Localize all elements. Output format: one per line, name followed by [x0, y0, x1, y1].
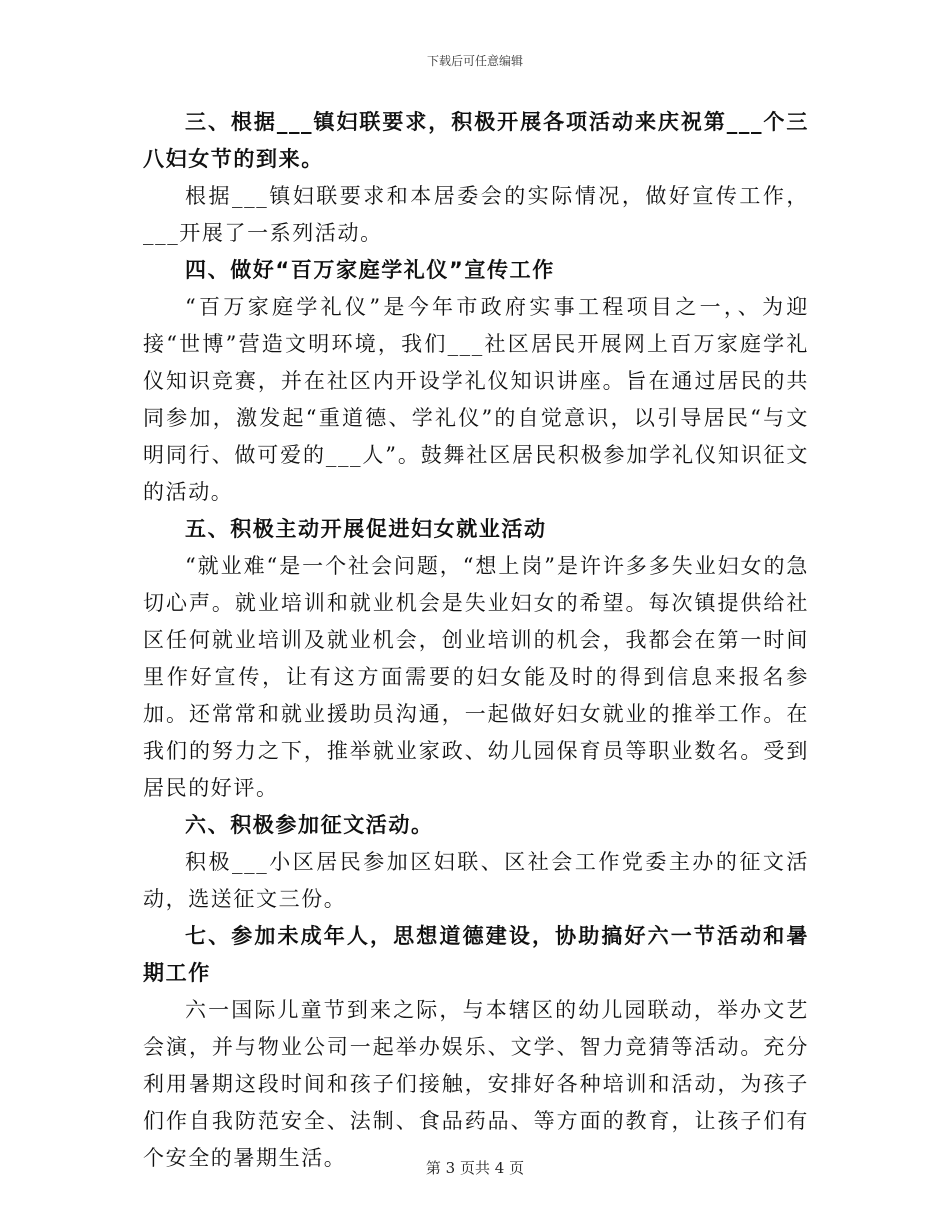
body-paragraph: 积极___小区居民参加区妇联、区社会工作党委主办的征文活动，选送征文三份。 [143, 850, 809, 911]
page-footer: 第 3 页共 4 页 [425, 1159, 525, 1177]
body-paragraph: “百万家庭学礼仪”是今年市政府实事工程项目之一，、为迎接“世博”营造文明环境，我们___社区居民开展网上百万家庭学礼仪知识竞赛，并在社区内开设学礼仪知识讲座。旨在通过居民的共同参加，激发起“重道德、学礼仪”的自觉意识，以引导居民“与文明同行、做可爱的___人”。鼓舞社区居民积极参加学礼仪知识征文的活动。 [143, 295, 809, 504]
body-paragraph: 六一国际儿童节到来之际，与本辖区的幼儿园联动，举办文艺会演，并与物业公司一起举办娱乐、文学、智力竞猜等活动。充分利用暑期这段时间和孩子们接触，安排好各种培训和活动，为孩子们作自我防范安全、法制、食品药品、等方面的教育，让孩子们有个安全的暑期生活。 [143, 998, 809, 1170]
section-heading-6: 六、积极参加征文活动。 [185, 813, 434, 837]
body-paragraph: 根据___镇妇联要求和本居委会的实际情况，做好宣传工作，___开展了一系列活动。 [143, 184, 809, 245]
page-header: 下载后可任意编辑 [426, 54, 523, 68]
section-heading-7: 七、参加未成年人，思想道德建设，协助搞好六一节活动和暑期工作 [143, 924, 809, 985]
section-heading-5: 五、积极主动开展促进妇女就业活动 [185, 517, 547, 541]
body-paragraph: “就业难“是一个社会问题，“想上岗”是许许多多失业妇女的急切心声。就业培训和就业机会是失业妇女的希望。每次镇提供给社区任何就业培训及就业机会，创业培训的机会，我都会在第一时间里作好宣传，让有这方面需要的妇女能及时的得到信息来报名参加。还常常和就业援助员沟通，一起做好妇女就业的推举工作。在我们的努力之下，推举就业家政、幼儿园保育员等职业数名。受到居民的好评。 [143, 554, 809, 800]
document-body [143, 104, 809, 1177]
section-heading-4: 四、做好“百万家庭学礼仪”宣传工作 [185, 258, 555, 282]
section-heading-3: 三、根据___镇妇联要求，积极开展各项活动来庆祝第___个三八妇女节的到来。 [143, 110, 809, 171]
